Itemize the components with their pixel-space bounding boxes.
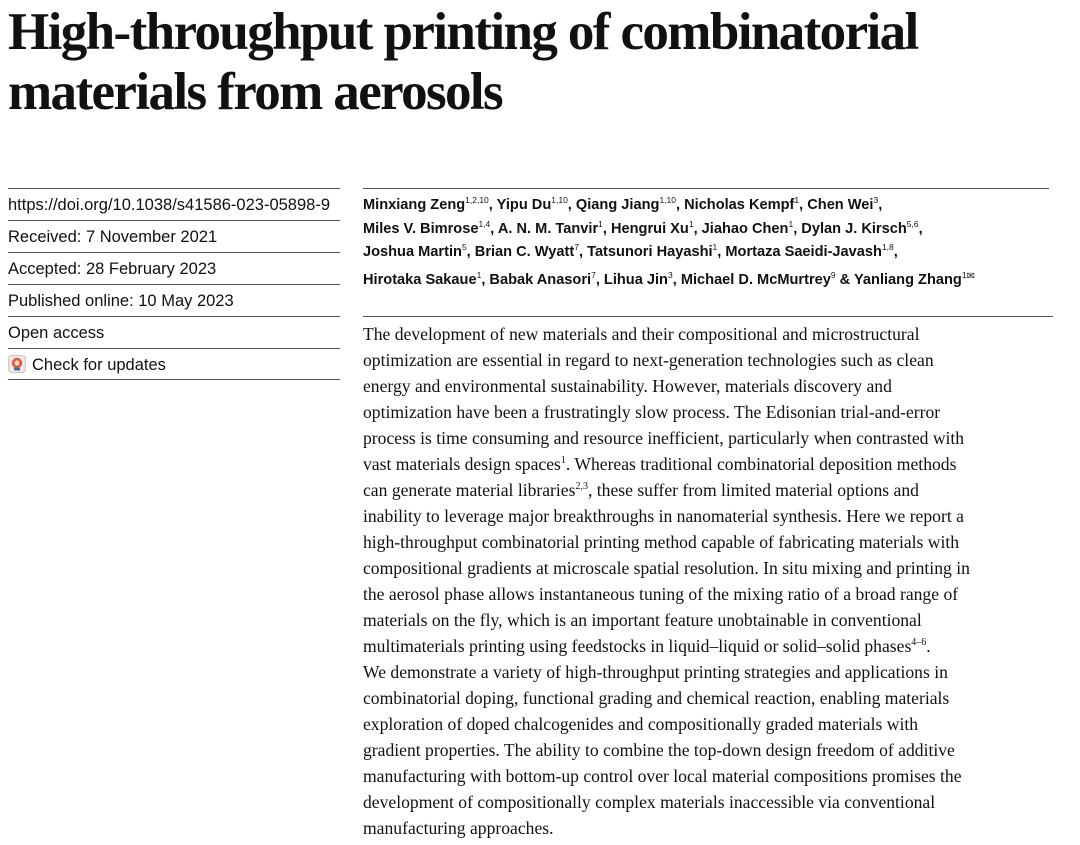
author-name[interactable]: Miles V. Bimrose [363, 220, 479, 237]
check-updates-icon [8, 352, 26, 370]
abstract-line [363, 555, 1053, 581]
author-name[interactable]: Qiang Jiang [575, 197, 660, 213]
open-access-label: Open access [8, 316, 340, 348]
abstract-text: combinatorial doping, functional grading and chemical reaction, enabling materials [363, 688, 950, 708]
abstract-text: materials on the fly, which is an important feature unobtainable in conventional [363, 610, 922, 630]
author-separator: , [893, 244, 898, 260]
abstract-text: manufacturing approaches. [363, 818, 554, 838]
author-name[interactable]: Michael D. McMurtrey [680, 271, 831, 288]
author-separator: , [717, 244, 726, 260]
author-name[interactable]: Yanliang Zhang [853, 271, 962, 288]
author-line [363, 265, 1049, 293]
affiliation-number: 1 [794, 195, 800, 205]
title-line: materials from aerosols [8, 63, 503, 121]
author-separator: , [481, 271, 490, 288]
affiliation-number: 5,6 [906, 218, 919, 229]
affiliation-number: 7 [591, 269, 596, 280]
accepted-date: Accepted: 28 February 2023 [8, 252, 340, 284]
author-separator: , [567, 197, 576, 213]
title-line: High-throughput printing of combinatorial [8, 3, 918, 61]
published-date: Published online: 10 May 2023 [8, 284, 340, 316]
affiliation-number: 1 [476, 269, 482, 280]
author-separator: , [672, 271, 681, 288]
author-separator: , [466, 244, 475, 260]
author-name[interactable]: Tatsunori Hayashi [587, 244, 713, 260]
author-name[interactable]: Jiahao Chen [701, 220, 789, 237]
abstract-text: inability to leverage major breakthroughs in nanomaterial synthesis. Here we report a [363, 506, 964, 526]
abstract-line [363, 711, 1053, 737]
author-separator: , [793, 220, 802, 237]
abstract-line [363, 607, 1053, 633]
author-name[interactable]: Dylan J. Kirsch [801, 220, 907, 237]
affiliation-number: 1,4 [478, 218, 491, 229]
author-name[interactable]: Minxiang Zeng [363, 197, 466, 213]
abstract-line [363, 685, 1053, 711]
affiliation-number: 5 [461, 242, 467, 252]
abstract-line [363, 399, 1053, 425]
author-name[interactable]: Lihua Jin [603, 271, 668, 288]
check-updates-label: Check for updates [32, 356, 166, 374]
received-date: Received: 7 November 2021 [8, 220, 340, 252]
abstract-text: . [926, 636, 931, 656]
author-separator: , [799, 197, 808, 213]
abstract-text: The development of new materials and their compositional and microstructural [363, 324, 920, 344]
reference-citation[interactable]: 1 [560, 455, 566, 466]
author-line [363, 194, 1049, 218]
abstract-line [363, 815, 1053, 841]
abstract-line [363, 321, 1053, 347]
abstract-line [363, 477, 1053, 503]
affiliation-number: 1,10 [659, 195, 676, 205]
author-name[interactable]: Chen Wei [807, 197, 874, 213]
abstract-text: energy and environmental sustainability. However, materials discovery and [363, 376, 892, 396]
author-name[interactable]: Joshua Martin [363, 244, 462, 260]
abstract-line [363, 425, 1053, 451]
abstract-line [363, 347, 1053, 373]
author-separator: , [878, 197, 883, 213]
author-name[interactable]: Nicholas Kempf [684, 197, 795, 213]
affiliation-number: 1,8 [881, 242, 894, 252]
abstract-text: . Whereas traditional combinatorial deposition methods [565, 454, 957, 474]
author-separator: , [488, 197, 497, 213]
author-separator: , [490, 220, 498, 237]
check-for-updates-button[interactable] [8, 348, 340, 380]
abstract-line [363, 503, 1053, 529]
abstract-line [363, 737, 1053, 763]
author-line [363, 241, 1049, 265]
email-icon[interactable]: ✉ [966, 270, 975, 282]
abstract-line [363, 451, 1053, 477]
reference-citation[interactable]: 4–6 [911, 637, 927, 648]
abstract-line [363, 659, 1053, 685]
author-line [363, 218, 1049, 242]
abstract-line [363, 373, 1053, 399]
abstract [363, 316, 1053, 841]
abstract-line [363, 763, 1053, 789]
abstract-text: multimaterials printing using feedstocks in liquid–liquid or solid–solid phases [363, 636, 912, 656]
abstract-text: optimization have been a frustratingly slow process. The Edisonian trial-and-error [363, 402, 941, 422]
abstract-line [363, 529, 1053, 555]
author-separator: , [579, 244, 588, 260]
abstract-line [363, 789, 1053, 815]
abstract-text: development of compositionally complex materials inaccessible via conventional [363, 792, 936, 812]
author-name[interactable]: Hengrui Xu [610, 220, 689, 237]
abstract-text: process is time consuming and resource inefficient, particularly when contrasted with [363, 428, 965, 448]
author-name[interactable]: Hirotaka Sakaue [363, 271, 477, 288]
abstract-text: We demonstrate a variety of high-throughput printing strategies and applications in [363, 662, 948, 682]
author-name[interactable]: Mortaza Saeidi-Javash [725, 244, 882, 260]
abstract-text: , these suffer from limited material options and [587, 480, 919, 500]
affiliation-number: 1 [688, 218, 694, 229]
doi-link[interactable]: https://doi.org/10.1038/s41586-023-05898-9 [8, 188, 340, 220]
affiliation-number: 7 [574, 242, 579, 252]
author-list [363, 188, 1049, 314]
affiliation-number: 1,10 [551, 195, 568, 205]
affiliation-number: 1,2,10 [465, 195, 489, 205]
reference-citation[interactable]: 2,3 [575, 481, 588, 492]
abstract-text: can generate material libraries [363, 480, 576, 500]
author-separator: , [595, 271, 604, 288]
author-name[interactable]: A. N. M. Tanvir [497, 220, 599, 237]
abstract-text: exploration of doped chalcogenides and compositionally graded materials with [363, 714, 919, 734]
author-separator: , [918, 220, 923, 237]
author-name[interactable]: Babak Anasori [489, 271, 592, 288]
abstract-text: gradient properties. The ability to combine the top-down design freedom of additive [363, 740, 955, 760]
abstract-text: high-throughput combinatorial printing method capable of fabricating materials with [363, 532, 960, 552]
affiliation-number: 1 [961, 269, 967, 280]
affiliation-number: 9 [830, 269, 836, 280]
author-separator: , [693, 220, 702, 237]
author-separator: , [675, 197, 685, 213]
affiliation-number: 1 [598, 218, 603, 229]
abstract-text: the aerosol phase allows instantaneous tuning of the mixing ratio of a broad range of [363, 584, 959, 604]
affiliation-number: 1 [712, 242, 718, 252]
article-metadata [8, 188, 340, 380]
abstract-text: optimization are essential in regard to next-generation technologies such as clean [363, 350, 934, 370]
affiliation-number: 1 [788, 218, 794, 229]
abstract-text: vast materials design spaces [363, 454, 561, 474]
author-name[interactable]: Brian C. Wyatt [474, 244, 575, 260]
abstract-line [363, 581, 1053, 607]
abstract-text: manufacturing with bottom-up control over local material compositions promises the [363, 766, 962, 786]
author-separator: , [602, 220, 611, 237]
abstract-text: compositional gradients at microscale spatial resolution. In situ mixing and printing in [363, 558, 970, 578]
article-title [8, 2, 1074, 122]
affiliation-number: 3 [873, 195, 879, 205]
affiliation-number: 3 [667, 269, 673, 280]
author-name[interactable]: Yipu Du [496, 197, 552, 213]
author-separator: & [835, 271, 854, 288]
abstract-line [363, 633, 1053, 659]
